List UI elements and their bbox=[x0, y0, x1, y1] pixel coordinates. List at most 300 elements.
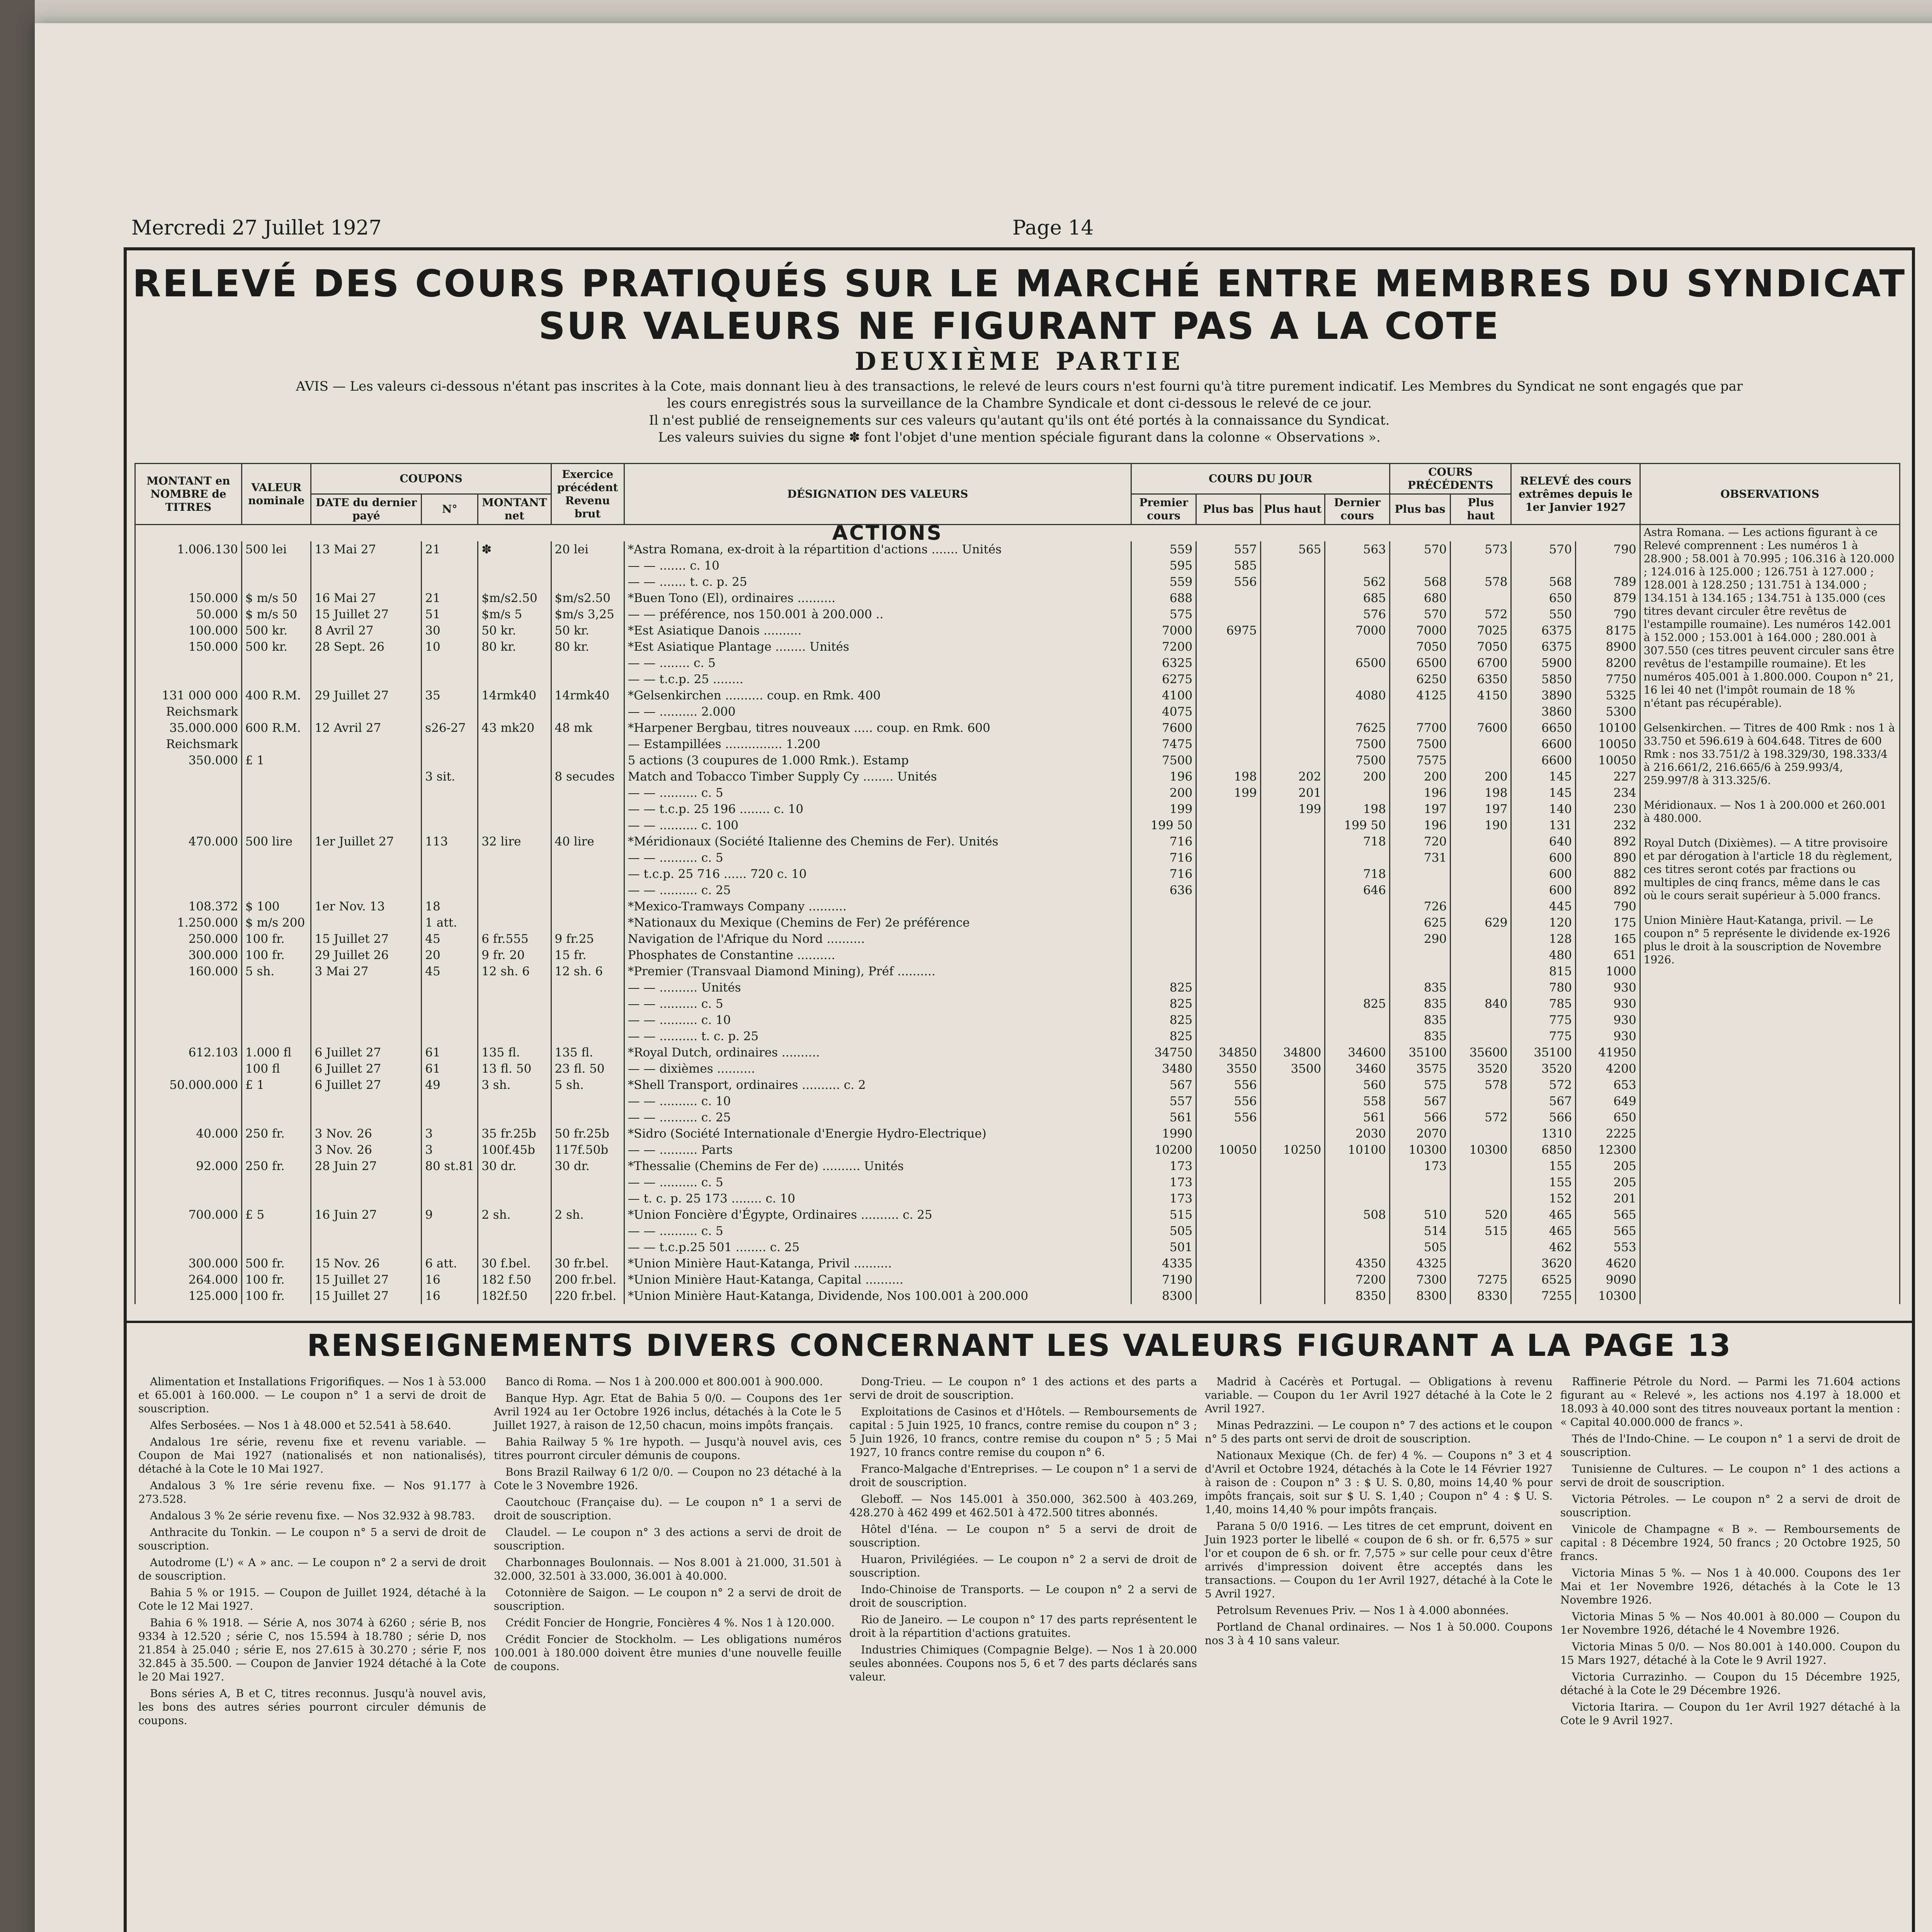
cell-montant bbox=[135, 866, 242, 882]
price-row bbox=[135, 606, 1900, 622]
cell-price: 155 bbox=[1511, 1158, 1576, 1174]
cell-valeur: 500 kr. bbox=[242, 622, 311, 639]
cell-price bbox=[1196, 801, 1261, 817]
cell-price: 145 bbox=[1511, 769, 1576, 785]
cell-price: 879 bbox=[1576, 590, 1640, 606]
cell-revenu: 2 sh. bbox=[551, 1207, 624, 1223]
cell-price: 10050 bbox=[1576, 752, 1640, 769]
cell-revenu bbox=[551, 1190, 624, 1207]
cell-montant bbox=[135, 1190, 242, 1207]
cell-price: 565 bbox=[1260, 541, 1325, 558]
page-number: Page 14 bbox=[1012, 216, 1094, 240]
cell-date bbox=[311, 817, 422, 833]
cell-revenu bbox=[551, 558, 624, 574]
cell-montant-net bbox=[478, 801, 551, 817]
cell-price: 8300 bbox=[1131, 1288, 1196, 1304]
cell-price: 572 bbox=[1511, 1077, 1576, 1093]
cell-price: 563 bbox=[1325, 541, 1390, 558]
cell-price: 201 bbox=[1260, 785, 1325, 801]
cell-coupon-no: 61 bbox=[422, 1061, 478, 1077]
cell-price: 2225 bbox=[1576, 1126, 1640, 1142]
cell-price bbox=[1196, 963, 1261, 980]
cell-price: 1000 bbox=[1576, 963, 1640, 980]
cell-coupon-no bbox=[422, 1093, 478, 1109]
cell-date bbox=[311, 574, 422, 590]
cell-price bbox=[1260, 1158, 1325, 1174]
cell-montant bbox=[135, 1061, 242, 1077]
cell-price bbox=[1131, 915, 1196, 931]
cell-date bbox=[311, 866, 422, 882]
cell-price: 10300 bbox=[1451, 1142, 1511, 1158]
cell-revenu bbox=[551, 898, 624, 915]
cell-price: 7575 bbox=[1389, 752, 1450, 769]
cell-montant-net: 9 fr. 20 bbox=[478, 947, 551, 963]
cell-designation: *Shell Transport, ordinaires .......... c. 2 bbox=[624, 1077, 1131, 1093]
price-row bbox=[135, 752, 1900, 769]
price-row bbox=[135, 1077, 1900, 1093]
cell-price: 175 bbox=[1576, 915, 1640, 931]
cell-price: 815 bbox=[1511, 963, 1576, 980]
cell-price bbox=[1260, 1028, 1325, 1044]
cell-date bbox=[311, 736, 422, 752]
cell-price bbox=[1260, 963, 1325, 980]
cell-montant-net: 32 lire bbox=[478, 833, 551, 850]
cell-price bbox=[1325, 785, 1390, 801]
cell-designation: *Mexico-Tramways Company .......... bbox=[624, 898, 1131, 915]
cell-price: 4150 bbox=[1451, 687, 1511, 704]
cell-montant: 50.000 bbox=[135, 606, 242, 622]
cell-price: 10200 bbox=[1131, 1142, 1196, 1158]
col-observations: OBSERVATIONS bbox=[1640, 464, 1900, 525]
price-row bbox=[135, 1207, 1900, 1223]
cell-price: 196 bbox=[1389, 817, 1450, 833]
cell-montant-net: 50 kr. bbox=[478, 622, 551, 639]
cell-price bbox=[1260, 882, 1325, 898]
cell-montant-net: 14rmk40 bbox=[478, 687, 551, 704]
price-row bbox=[135, 720, 1900, 736]
cell-designation: — — .......... c. 25 bbox=[624, 1109, 1131, 1126]
cell-valeur: 250 fr. bbox=[242, 1126, 311, 1142]
cell-date bbox=[311, 785, 422, 801]
cell-price: 200 bbox=[1451, 769, 1511, 785]
cell-price: 10050 bbox=[1196, 1142, 1261, 1158]
cell-price bbox=[1260, 736, 1325, 752]
renseignement-item: Alimentation et Installations Frigorifiques. — Nos 1 à 53.000 et 65.001 à 160.000. — Le coupon n° 1 a servi de droit de souscription. bbox=[138, 1375, 486, 1415]
cell-designation: — — préférence, nos 150.001 à 200.000 .. bbox=[624, 606, 1131, 622]
cell-price: 202 bbox=[1260, 769, 1325, 785]
cell-valeur bbox=[242, 882, 311, 898]
cell-price bbox=[1260, 1093, 1325, 1109]
renseignement-item: Raffinerie Pétrole du Nord. — Parmi les 71.604 actions figurant au « Relevé », les actions nos 4.197 à 18.000 et 18.093 à 40.000 sont des titres nouveaux portant la mention : « Capital 40.000.000 de francs ». bbox=[1560, 1375, 1900, 1429]
cell-valeur: $ m/s 50 bbox=[242, 606, 311, 622]
cell-valeur: 500 lei bbox=[242, 541, 311, 558]
cell-valeur: £ 5 bbox=[242, 1207, 311, 1223]
cell-price bbox=[1451, 1126, 1511, 1142]
cell-price: 199 bbox=[1131, 801, 1196, 817]
cell-price: 9090 bbox=[1576, 1272, 1640, 1288]
cell-montant bbox=[135, 1093, 242, 1109]
price-row bbox=[135, 704, 1900, 720]
cell-date: 12 Avril 27 bbox=[311, 720, 422, 736]
cell-price bbox=[1389, 963, 1450, 980]
cell-price bbox=[1196, 898, 1261, 915]
cell-price: 556 bbox=[1196, 1093, 1261, 1109]
cell-revenu bbox=[551, 1239, 624, 1255]
cell-coupon-no: 16 bbox=[422, 1288, 478, 1304]
cell-price: 557 bbox=[1131, 1093, 1196, 1109]
cell-montant bbox=[135, 1223, 242, 1239]
cell-price: 2030 bbox=[1325, 1126, 1390, 1142]
cell-price bbox=[1451, 1174, 1511, 1190]
cell-montant-net bbox=[478, 558, 551, 574]
cell-montant: 300.000 bbox=[135, 1255, 242, 1272]
price-row bbox=[135, 769, 1900, 785]
cell-price: 5900 bbox=[1511, 655, 1576, 671]
cell-montant bbox=[135, 1028, 242, 1044]
price-row bbox=[135, 1028, 1900, 1044]
cell-montant: 470.000 bbox=[135, 833, 242, 850]
cell-designation: — t. c. p. 25 173 ........ c. 10 bbox=[624, 1190, 1131, 1207]
cell-price: 501 bbox=[1131, 1239, 1196, 1255]
cell-price: 5325 bbox=[1576, 687, 1640, 704]
cell-price: 688 bbox=[1131, 590, 1196, 606]
cell-price: 6525 bbox=[1511, 1272, 1576, 1288]
renseignements-col3 bbox=[849, 1375, 1197, 1687]
newspaper-page bbox=[35, 23, 1932, 1932]
cell-price bbox=[1196, 1207, 1261, 1223]
cell-montant: 612.103 bbox=[135, 1044, 242, 1061]
cell-coupon-no bbox=[422, 655, 478, 671]
cell-price: 4125 bbox=[1389, 687, 1450, 704]
price-row bbox=[135, 833, 1900, 850]
cell-price: 6325 bbox=[1131, 655, 1196, 671]
cell-montant-net bbox=[478, 915, 551, 931]
cell-price: 6600 bbox=[1511, 736, 1576, 752]
cell-price bbox=[1260, 996, 1325, 1012]
cell-price: 35600 bbox=[1451, 1044, 1511, 1061]
cell-price: 561 bbox=[1325, 1109, 1390, 1126]
cell-montant-net bbox=[478, 882, 551, 898]
renseignement-item: Huaron, Privilégiées. — Le coupon n° 2 a servi de droit de souscription. bbox=[849, 1553, 1197, 1579]
cell-date: 15 Juillet 27 bbox=[311, 1272, 422, 1288]
cell-coupon-no: 6 att. bbox=[422, 1255, 478, 1272]
cell-price: 636 bbox=[1131, 882, 1196, 898]
cell-price bbox=[1196, 996, 1261, 1012]
cell-price: 8200 bbox=[1576, 655, 1640, 671]
cell-price: 930 bbox=[1576, 980, 1640, 996]
cell-coupon-no bbox=[422, 801, 478, 817]
cell-coupon-no: 16 bbox=[422, 1272, 478, 1288]
cell-revenu: 23 fl. 50 bbox=[551, 1061, 624, 1077]
cell-price: 560 bbox=[1325, 1077, 1390, 1093]
cell-designation: — t.c.p. 25 716 ...... 720 c. 10 bbox=[624, 866, 1131, 882]
cell-date bbox=[311, 801, 422, 817]
col-prec-bas: Plus bas bbox=[1389, 494, 1450, 525]
cell-coupon-no: 10 bbox=[422, 639, 478, 655]
cell-price bbox=[1260, 931, 1325, 947]
cell-montant-net: $m/s 5 bbox=[478, 606, 551, 622]
cell-price: 140 bbox=[1511, 801, 1576, 817]
cell-price: 649 bbox=[1576, 1093, 1640, 1109]
cell-price bbox=[1131, 947, 1196, 963]
cell-montant-net bbox=[478, 1028, 551, 1044]
cell-price: 6375 bbox=[1511, 639, 1576, 655]
cell-revenu: 50 kr. bbox=[551, 622, 624, 639]
cell-price: 6975 bbox=[1196, 622, 1261, 639]
cell-price: 6700 bbox=[1451, 655, 1511, 671]
cell-price: 514 bbox=[1389, 1223, 1450, 1239]
cell-price bbox=[1451, 947, 1511, 963]
cell-price bbox=[1451, 752, 1511, 769]
cell-price: 6350 bbox=[1451, 671, 1511, 687]
cell-valeur: 600 R.M. bbox=[242, 720, 311, 736]
price-row bbox=[135, 558, 1900, 574]
cell-montant-net bbox=[478, 704, 551, 720]
cell-price bbox=[1196, 1190, 1261, 1207]
cell-price: 640 bbox=[1511, 833, 1576, 850]
cell-price: 508 bbox=[1325, 1207, 1390, 1223]
cell-coupon-no: 80 st.81 bbox=[422, 1158, 478, 1174]
cell-price: 10100 bbox=[1325, 1142, 1390, 1158]
cell-coupon-no bbox=[422, 850, 478, 866]
renseignement-item: Victoria Minas 5 % — Nos 40.001 à 80.000 — Coupon du 1er Novembre 1926, détaché le 4 Novembre 1926. bbox=[1560, 1610, 1900, 1636]
cell-price bbox=[1196, 655, 1261, 671]
cell-price: 128 bbox=[1511, 931, 1576, 947]
section-heading-actions: ACTIONS bbox=[135, 525, 1640, 542]
cell-price: 840 bbox=[1451, 996, 1511, 1012]
col-valeur: VALEUR nominale bbox=[242, 464, 311, 525]
cell-price: 35100 bbox=[1511, 1044, 1576, 1061]
renseignement-item: Industries Chimiques (Compagnie Belge). — Nos 1 à 20.000 seules abonnées. Coupons nos 5, 6 et 7 des parts déclarés sans valeur. bbox=[849, 1643, 1197, 1683]
cell-price bbox=[1260, 1077, 1325, 1093]
observation-note: Méridionaux. — Nos 1 à 200.000 et 260.001 à 480.000. bbox=[1643, 799, 1887, 825]
cell-price: 120 bbox=[1511, 915, 1576, 931]
cell-price bbox=[1196, 704, 1261, 720]
cell-valeur bbox=[242, 996, 311, 1012]
cell-price: 568 bbox=[1389, 574, 1450, 590]
cell-designation: — — .......... c. 10 bbox=[624, 1012, 1131, 1028]
cell-price: 835 bbox=[1389, 1028, 1450, 1044]
cell-price: 8900 bbox=[1576, 639, 1640, 655]
cell-price bbox=[1196, 720, 1261, 736]
cell-price: 570 bbox=[1389, 606, 1450, 622]
cell-date: 15 Juillet 27 bbox=[311, 1288, 422, 1304]
cell-revenu bbox=[551, 752, 624, 769]
cell-designation: — — .......... 2.000 bbox=[624, 704, 1131, 720]
cell-montant: 1.006.130 bbox=[135, 541, 242, 558]
cell-price bbox=[1196, 590, 1261, 606]
cell-designation: — — .......... c. 10 bbox=[624, 1093, 1131, 1109]
cell-designation: — — ....... c. 10 bbox=[624, 558, 1131, 574]
cell-price bbox=[1451, 1158, 1511, 1174]
renseignement-item: Gleboff. — Nos 145.001 à 350.000, 362.500 à 403.269, 428.270 à 462 499 et 462.501 à 472.500 titres abonnés. bbox=[849, 1493, 1197, 1519]
cell-price: 462 bbox=[1511, 1239, 1576, 1255]
cell-montant: 108.372 bbox=[135, 898, 242, 915]
cell-price bbox=[1325, 639, 1390, 655]
cell-valeur bbox=[242, 1012, 311, 1028]
cell-revenu: 135 fl. bbox=[551, 1044, 624, 1061]
cell-valeur bbox=[242, 850, 311, 866]
cell-price: 6650 bbox=[1511, 720, 1576, 736]
cell-price bbox=[1260, 687, 1325, 704]
price-row bbox=[135, 1109, 1900, 1126]
cell-price: 7200 bbox=[1325, 1272, 1390, 1288]
cell-price bbox=[1196, 882, 1261, 898]
cell-price: 3620 bbox=[1511, 1255, 1576, 1272]
cell-coupon-no bbox=[422, 1190, 478, 1207]
cell-price: 930 bbox=[1576, 1028, 1640, 1044]
cell-price: 7600 bbox=[1131, 720, 1196, 736]
cell-revenu bbox=[551, 1028, 624, 1044]
cell-price bbox=[1451, 963, 1511, 980]
cell-price bbox=[1260, 1255, 1325, 1272]
cell-coupon-no: 45 bbox=[422, 963, 478, 980]
notice bbox=[138, 378, 1900, 446]
cell-revenu bbox=[551, 671, 624, 687]
price-row bbox=[135, 915, 1900, 931]
renseignement-item: Victoria Currazinho. — Coupon du 15 Décembre 1925, détaché à la Cote le 29 Décembre 1926. bbox=[1560, 1670, 1900, 1697]
cell-designation: *Astra Romana, ex-droit à la répartition d'actions ....... Unités bbox=[624, 541, 1131, 558]
cell-price: 559 bbox=[1131, 541, 1196, 558]
cell-revenu: 30 fr.bel. bbox=[551, 1255, 624, 1272]
cell-price bbox=[1325, 558, 1390, 574]
cell-valeur: 500 kr. bbox=[242, 639, 311, 655]
cell-price: 7050 bbox=[1389, 639, 1450, 655]
cell-price: 565 bbox=[1576, 1223, 1640, 1239]
renseignement-item: Andalous 3 % 2e série revenu fixe. — Nos 32.932 à 98.783. bbox=[150, 1509, 475, 1522]
cell-price: 6500 bbox=[1389, 655, 1450, 671]
cell-price: 882 bbox=[1576, 866, 1640, 882]
price-row bbox=[135, 1288, 1900, 1304]
cell-price: 4100 bbox=[1131, 687, 1196, 704]
cell-revenu bbox=[551, 785, 624, 801]
cell-montant: 1.250.000 bbox=[135, 915, 242, 931]
cell-price: 230 bbox=[1576, 801, 1640, 817]
col-releve: RELEVÉ des cours extrêmes depuis le 1er Janvier 1927 bbox=[1511, 464, 1640, 525]
cell-date bbox=[311, 882, 422, 898]
cell-coupon-no: 18 bbox=[422, 898, 478, 915]
cell-price bbox=[1325, 1223, 1390, 1239]
cell-price: 199 50 bbox=[1325, 817, 1390, 833]
renseignement-item: Vinicole de Champagne « B ». — Remboursements de capital : 8 Décembre 1924, 50 francs ; 20 Octobre 1925, 50 francs. bbox=[1560, 1523, 1900, 1563]
renseignement-item: Bahia Railway 5 % 1re hypoth. — Jusqu'à nouvel avis, ces titres pourront circuler démunis de coupons. bbox=[494, 1435, 842, 1462]
price-row bbox=[135, 1174, 1900, 1190]
cell-valeur bbox=[242, 1174, 311, 1190]
cell-montant-net bbox=[478, 752, 551, 769]
cell-price bbox=[1196, 1028, 1261, 1044]
neighbor-page-edge bbox=[0, 0, 35, 1932]
cell-designation: — — t.c.p. 25 196 ........ c. 10 bbox=[624, 801, 1131, 817]
cell-price: 35100 bbox=[1389, 1044, 1450, 1061]
cell-date bbox=[311, 1174, 422, 1190]
cell-revenu: 14rmk40 bbox=[551, 687, 624, 704]
cell-price: 6600 bbox=[1511, 752, 1576, 769]
cell-montant-net: 100f.45b bbox=[478, 1142, 551, 1158]
cell-montant bbox=[135, 1142, 242, 1158]
main-title-line1: RELEVÉ DES COURS PRATIQUÉS SUR LE MARCHÉ ENTRE MEMBRES DU SYNDICAT bbox=[132, 262, 1906, 305]
cell-montant-net: 30 f.bel. bbox=[478, 1255, 551, 1272]
cell-price: 562 bbox=[1325, 574, 1390, 590]
cell-price: 790 bbox=[1576, 898, 1640, 915]
cell-designation: — — ....... t. c. p. 25 bbox=[624, 574, 1131, 590]
cell-price: 173 bbox=[1131, 1174, 1196, 1190]
cell-designation: 5 actions (3 coupures de 1.000 Rmk.). Estamp bbox=[624, 752, 1131, 769]
cell-price: 4350 bbox=[1325, 1255, 1390, 1272]
cell-price: 556 bbox=[1196, 1109, 1261, 1126]
cell-valeur: £ 1 bbox=[242, 1077, 311, 1093]
cell-price: 190 bbox=[1451, 817, 1511, 833]
cell-date: 3 Mai 27 bbox=[311, 963, 422, 980]
cell-coupon-no: 21 bbox=[422, 541, 478, 558]
cell-price bbox=[1196, 980, 1261, 996]
cell-designation: *Union Minière Haut-Katanga, Dividende, Nos 100.001 à 200.000 bbox=[624, 1288, 1131, 1304]
price-row bbox=[135, 817, 1900, 833]
cell-price bbox=[1196, 947, 1261, 963]
cell-price bbox=[1196, 687, 1261, 704]
cell-price bbox=[1260, 980, 1325, 996]
renseignement-item: Nationaux Mexique (Ch. de fer) 4 %. — Coupons n° 3 et 4 d'Avril et Octobre 1924, détachés à la Cote le 14 Février 1927 à raison de : Coupon n° 3 : $ U. S. 0,80, moins 14,40 % pour impôts français, soit sur $ U. S. 1,40 ; Coupon n° 4 : $ U. S. 1,40, moins 14,40 % pour impôts français. bbox=[1205, 1449, 1553, 1516]
cell-price bbox=[1325, 1174, 1390, 1190]
cell-price bbox=[1451, 866, 1511, 882]
cell-revenu: 50 fr.25b bbox=[551, 1126, 624, 1142]
cell-montant-net bbox=[478, 1012, 551, 1028]
renseignement-item: Hôtel d'Iéna. — Le coupon n° 5 a servi de droit de souscription. bbox=[849, 1523, 1197, 1549]
cell-designation: Navigation de l'Afrique du Nord .......... bbox=[624, 931, 1131, 947]
col-designation: DÉSIGNATION DES VALEURS bbox=[624, 464, 1131, 525]
cell-montant-net: $m/s2.50 bbox=[478, 590, 551, 606]
renseignements-title: RENSEIGNEMENTS DIVERS CONCERNANT LES VALEURS FIGURANT A LA PAGE 13 bbox=[307, 1328, 1732, 1363]
cell-valeur: 100 fl bbox=[242, 1061, 311, 1077]
price-row bbox=[135, 963, 1900, 980]
cell-valeur: 100 fr. bbox=[242, 931, 311, 947]
price-table bbox=[134, 463, 1900, 1304]
cell-revenu bbox=[551, 574, 624, 590]
observation-note: Gelsenkirchen. — Titres de 400 Rmk : nos 1 à 33.750 et 596.619 à 604.648. Titres de 600 Rmk : nos 33.751/2 à 198.329/30, 198.333/4 à 216.661/2, 216.665/6 à 259.993/4, 259.997/8 à 313.325/6. bbox=[1643, 721, 1895, 787]
cell-valeur bbox=[242, 1239, 311, 1255]
renseignement-item: Dong-Trieu. — Le coupon n° 1 des actions et des parts a servi de droit de souscription. bbox=[849, 1375, 1197, 1401]
cell-price: 198 bbox=[1451, 785, 1511, 801]
cell-revenu bbox=[551, 655, 624, 671]
cell-montant: 100.000 bbox=[135, 622, 242, 639]
cell-date bbox=[311, 1028, 422, 1044]
cell-montant bbox=[135, 882, 242, 898]
cell-price bbox=[1389, 947, 1450, 963]
cell-price: 572 bbox=[1451, 606, 1511, 622]
cell-valeur: 250 fr. bbox=[242, 1158, 311, 1174]
cell-valeur: 1.000 fl bbox=[242, 1044, 311, 1061]
cell-date: 1er Nov. 13 bbox=[311, 898, 422, 915]
cell-price bbox=[1451, 931, 1511, 947]
cell-price bbox=[1131, 963, 1196, 980]
cell-price: 4325 bbox=[1389, 1255, 1450, 1272]
cell-valeur bbox=[242, 1190, 311, 1207]
cell-montant: 150.000 bbox=[135, 639, 242, 655]
price-row bbox=[135, 1012, 1900, 1028]
cell-price: 10050 bbox=[1576, 736, 1640, 752]
cell-price: 718 bbox=[1325, 866, 1390, 882]
cell-montant-net bbox=[478, 980, 551, 996]
renseignement-item: Bahia 6 % 1918. — Série A, nos 3074 à 6260 ; série B, nos 9334 à 12.520 ; série C, nos 15.594 à 18.780 ; série D, nos 21.854 à 25.040 ; série E, nos 27.615 à 30.270 ; série F, nos 32.845 à 35.500. — Coupon de Janvier 1924 détaché à la Cote le 20 Mai 1927. bbox=[138, 1616, 486, 1683]
cell-price: 7700 bbox=[1389, 720, 1450, 736]
cell-price: 600 bbox=[1511, 866, 1576, 882]
cell-montant-net: 43 mk20 bbox=[478, 720, 551, 736]
cell-coupon-no: 45 bbox=[422, 931, 478, 947]
cell-revenu: 220 fr.bel. bbox=[551, 1288, 624, 1304]
cell-price: 930 bbox=[1576, 1012, 1640, 1028]
cell-coupon-no: 3 sit. bbox=[422, 769, 478, 785]
cell-price bbox=[1260, 1012, 1325, 1028]
cell-coupon-no: 9 bbox=[422, 1207, 478, 1223]
